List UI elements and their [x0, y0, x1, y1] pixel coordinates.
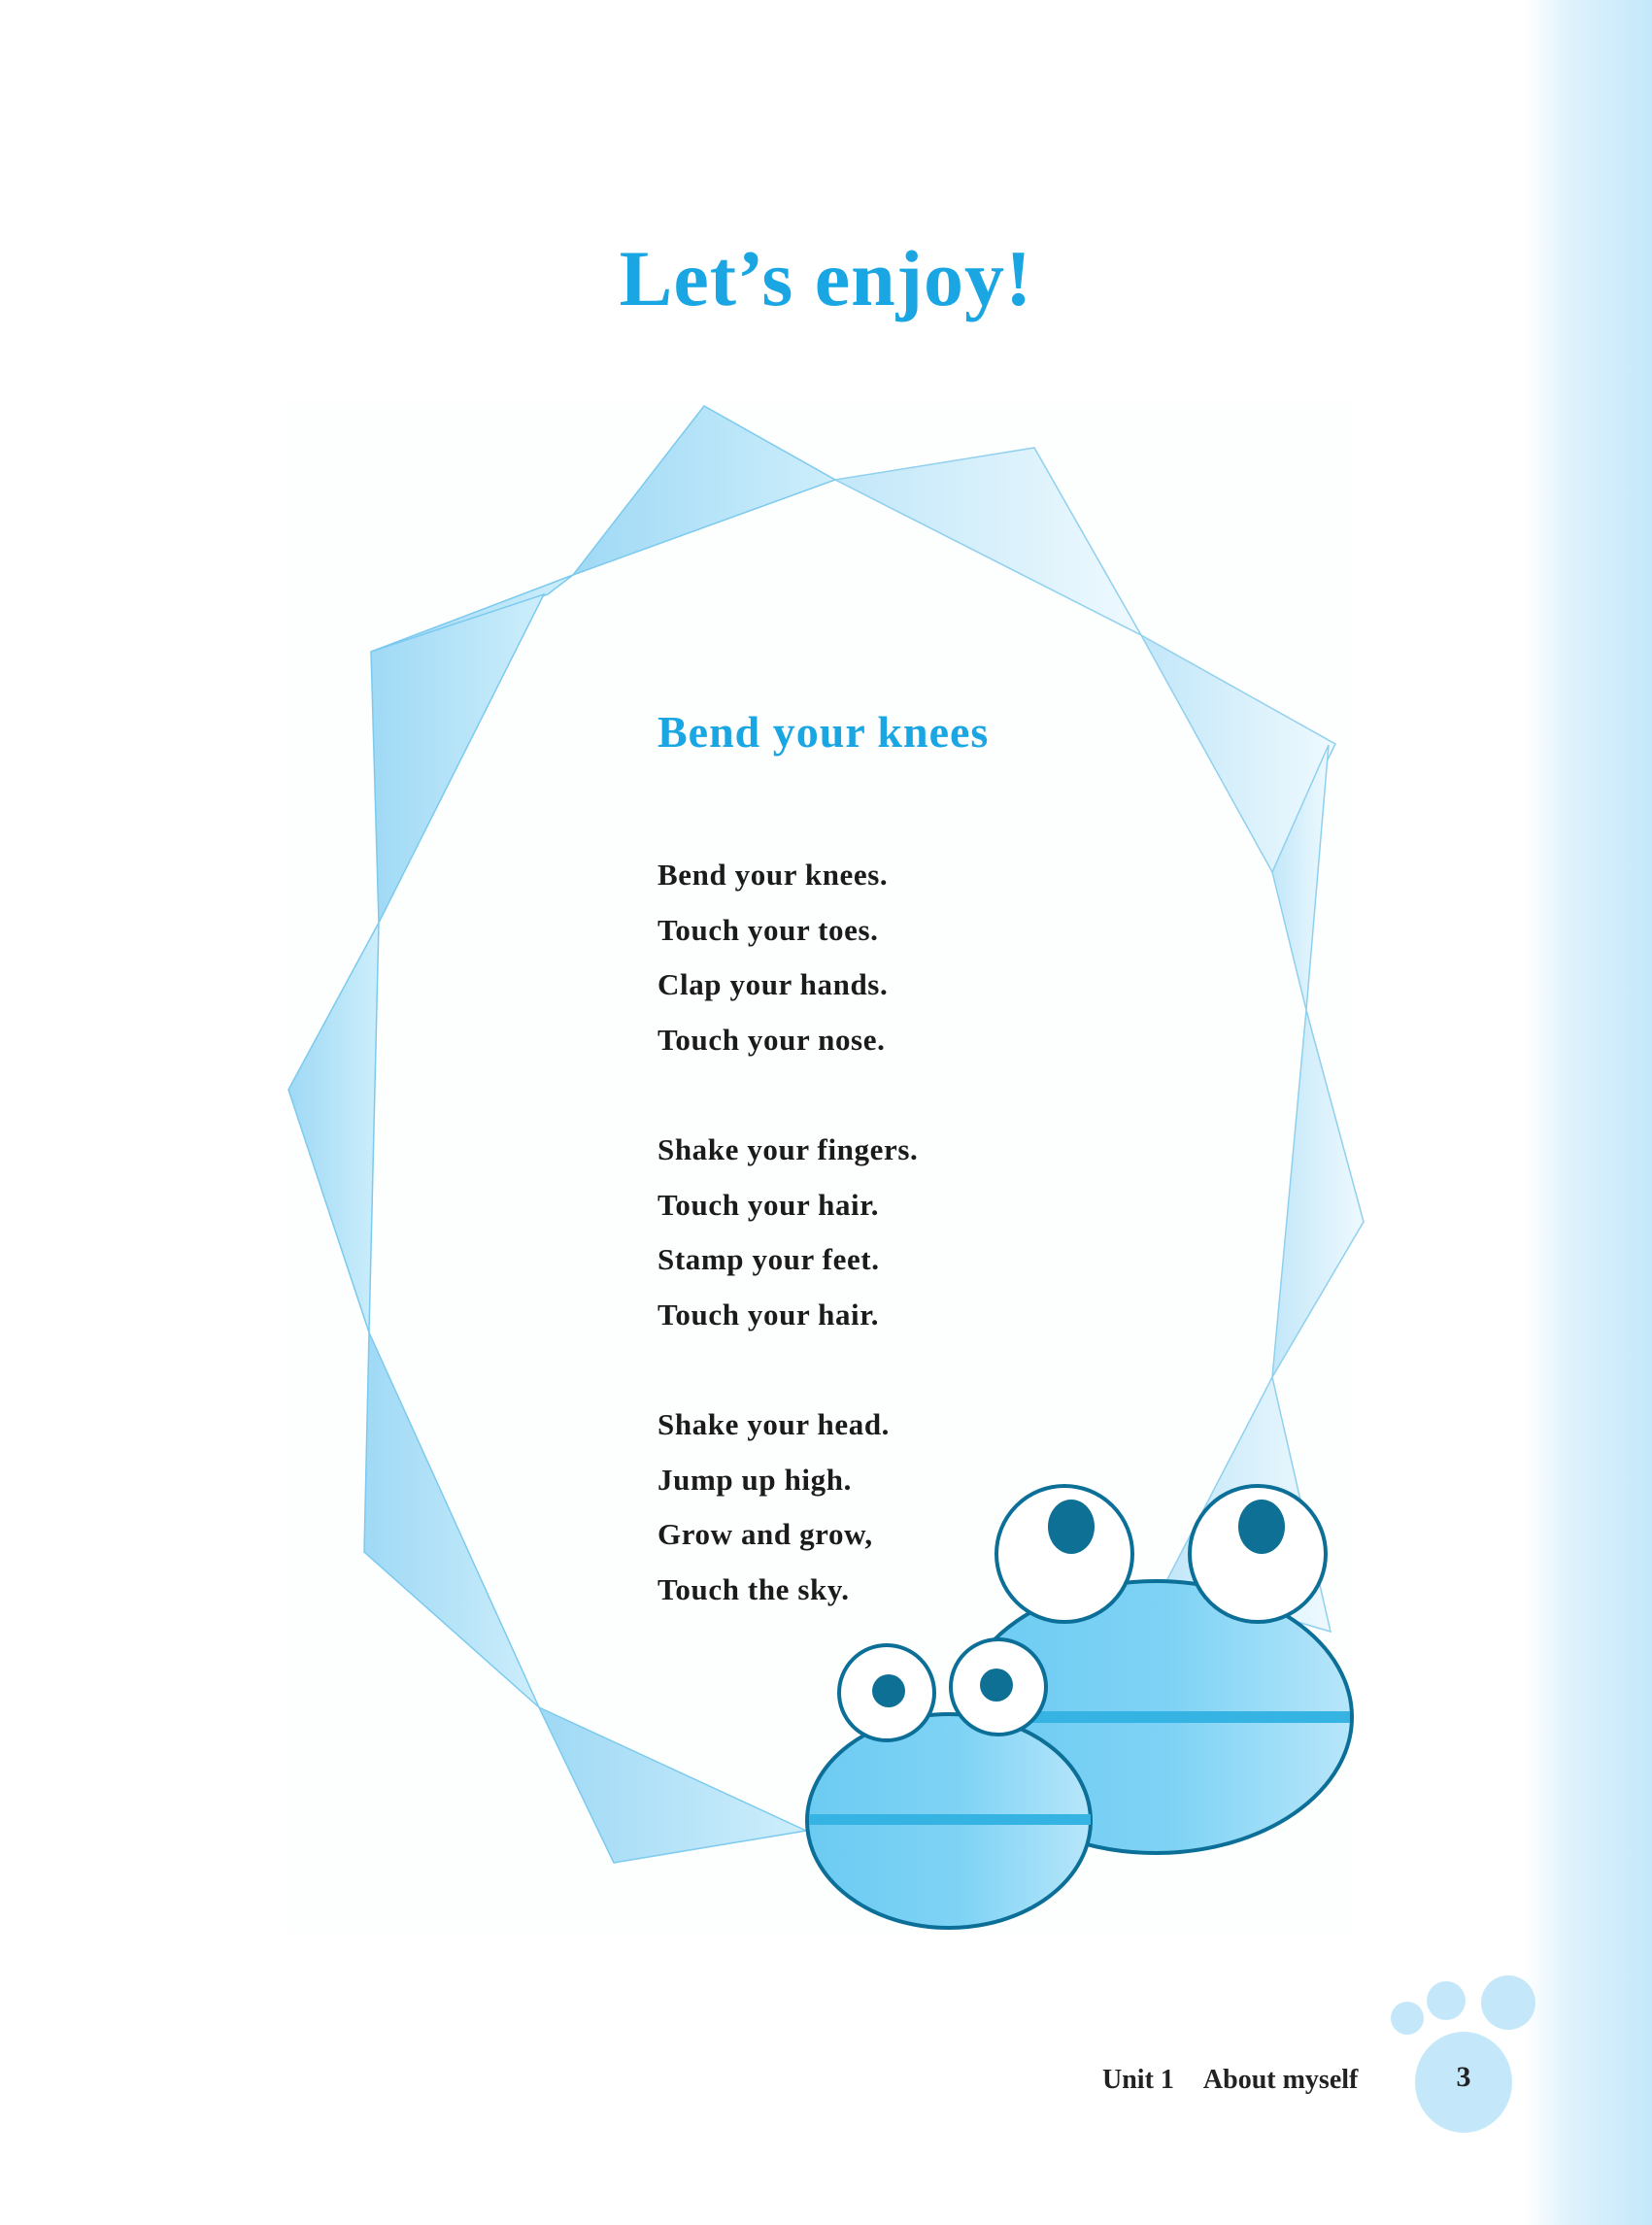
poem-line: Shake your fingers.	[657, 1132, 919, 1166]
poem-line: Grow and grow,	[657, 1517, 873, 1552]
unit-title: About myself	[1202, 2065, 1359, 2095]
poem-title: Bend your knees	[657, 707, 990, 757]
poem-line: Touch your nose.	[657, 1023, 886, 1058]
poem-line: Stamp your feet.	[657, 1242, 880, 1277]
poem-stanza-3	[657, 1398, 890, 1618]
poem-line: Clap your hands.	[657, 967, 889, 1002]
page-title: Let’s enjoy!	[619, 234, 1033, 322]
poem-line: Jump up high.	[657, 1462, 852, 1497]
page-number: 3	[1456, 2061, 1471, 2093]
poem-line: Shake your head.	[657, 1407, 891, 1441]
poem-line: Touch the sky.	[657, 1572, 850, 1607]
poem-stanza-1	[657, 848, 888, 1068]
poem-line: Touch your hair.	[657, 1187, 880, 1222]
footer-unit	[1102, 2065, 1358, 2096]
poem-line: Touch your hair.	[657, 1298, 880, 1332]
poem-line: Bend your knees.	[657, 858, 889, 892]
paw-print-icon	[1391, 1975, 1535, 2133]
poem-line: Touch your toes.	[657, 912, 879, 947]
unit-label: Unit 1	[1102, 2065, 1174, 2095]
poem-stanza-2	[657, 1123, 918, 1343]
